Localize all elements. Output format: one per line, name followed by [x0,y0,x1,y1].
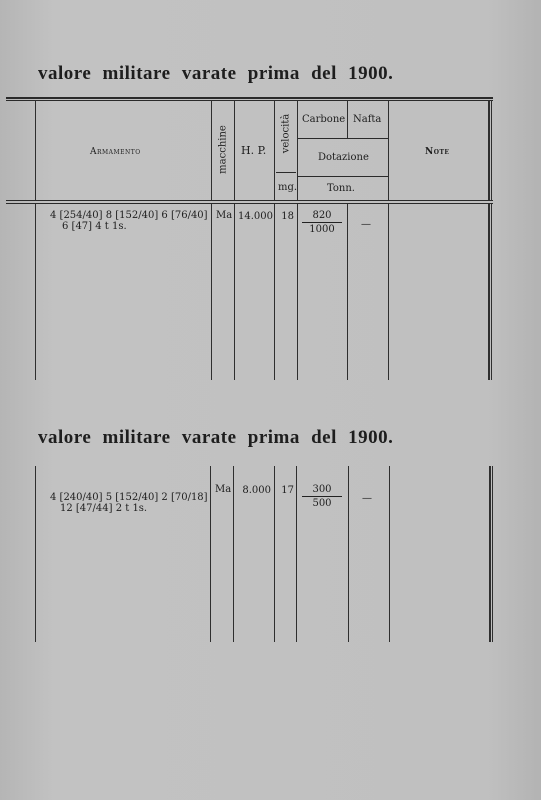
macchine-value: Ma [215,484,232,495]
header-carbone: Carbone [302,114,346,125]
header-hp: H. P. [241,144,267,157]
header-vline [297,100,298,200]
header-macchine: macchine [217,125,229,174]
row-vline [210,466,211,642]
header-vline [274,100,275,200]
mg-rule [276,172,296,173]
hp-value: 14.000 [238,211,273,222]
header-bottom-rule [6,200,493,201]
row-vline [348,466,349,642]
header-vline [211,100,212,200]
hp-value: 8.000 [242,485,271,496]
row-vline [389,466,390,642]
carbone-denominator: 1000 [309,224,335,235]
velocita-value: 18 [281,211,294,222]
macchine-value: Ma [216,210,233,221]
row-vline [296,466,297,642]
row-vline [274,466,275,642]
row-vline [234,204,235,380]
carbone-numerator: 300 [302,484,342,497]
armamento-line: 12 [47/44] 2 t 1s. [60,503,148,514]
row-vline [489,466,491,642]
header-vline [347,100,348,138]
nafta-value: — [361,219,371,230]
header-top-rule-2 [6,100,493,101]
header-mg: mg. [278,182,298,193]
header-vline [234,100,235,200]
nafta-value: — [362,493,372,504]
header-vline [488,100,490,200]
carbone-fraction [302,210,342,235]
tonn-rule [298,176,388,177]
header-bottom-rule-2 [6,203,493,204]
carbone-fraction [302,484,342,509]
dotazione-rule [298,138,388,139]
header-velocita: velocità [280,113,292,154]
row-vline [492,466,493,642]
header-vline [491,100,492,200]
row-vline [274,204,275,380]
row-vline [347,204,348,380]
header-vline [35,100,36,200]
armamento-line: 6 [47] 4 t 1s. [62,221,127,232]
section-title-bottom: valore militare varate prima del 1900. [38,427,394,448]
row-vline [488,204,490,380]
header-nafta: Nafta [353,114,382,125]
carbone-numerator: 820 [302,210,342,223]
header-armamento: Armamento [90,147,141,157]
row-vline [233,466,234,642]
velocita-value: 17 [281,485,294,496]
header-top-rule [6,97,493,99]
row-vline [211,204,212,380]
header-vline [388,100,389,200]
row-vline [297,204,298,380]
row-vline [388,204,389,380]
armamento-line: 4 [254/40] 8 [152/40] 6 [76/40] [50,210,208,221]
row-vline [491,204,492,380]
section-title-top: valore militare varate prima del 1900. [38,63,394,84]
header-note: Note [425,147,450,157]
header-dotazione: Dotazione [318,152,369,163]
row-vline [35,466,36,642]
row-vline [35,204,36,380]
armamento-line: 4 [240/40] 5 [152/40] 2 [70/18] [50,492,208,503]
carbone-denominator: 500 [312,498,332,509]
header-tonn: Tonn. [327,183,355,194]
